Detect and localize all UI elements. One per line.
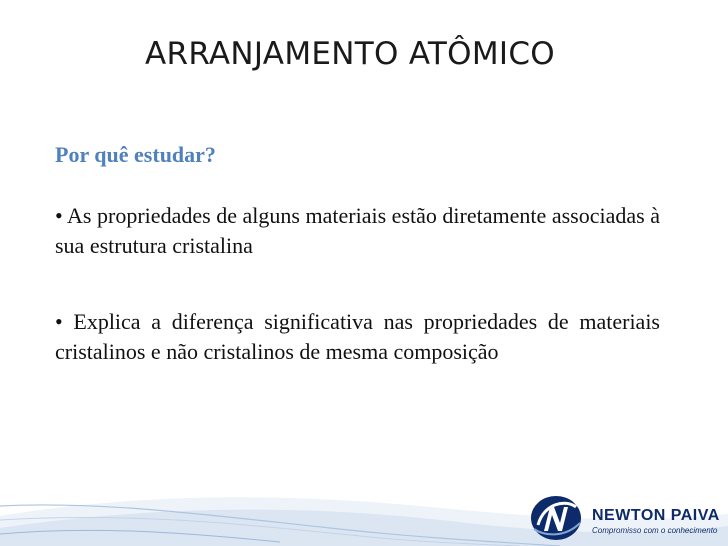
newton-paiva-logo bbox=[530, 493, 720, 543]
bullet-item: • Explica a diferença significativa nas propriedades de materiais cristalinos e não cristalinos de mesma composição bbox=[55, 309, 660, 364]
slide-subtitle: Por quê estudar? bbox=[55, 142, 216, 167]
logo-name: NEWTON PAIVA bbox=[592, 507, 720, 524]
logo-tagline: Compromisso com o conhecimento bbox=[592, 526, 718, 535]
newton-paiva-n-logo-icon bbox=[530, 493, 582, 543]
slide-title: ARRANJAMENTO ATÔMICO bbox=[144, 36, 555, 72]
bullet-item: • As propriedades de alguns materiais estão diretamente associadas à sua estrutura cristalina bbox=[55, 203, 660, 258]
